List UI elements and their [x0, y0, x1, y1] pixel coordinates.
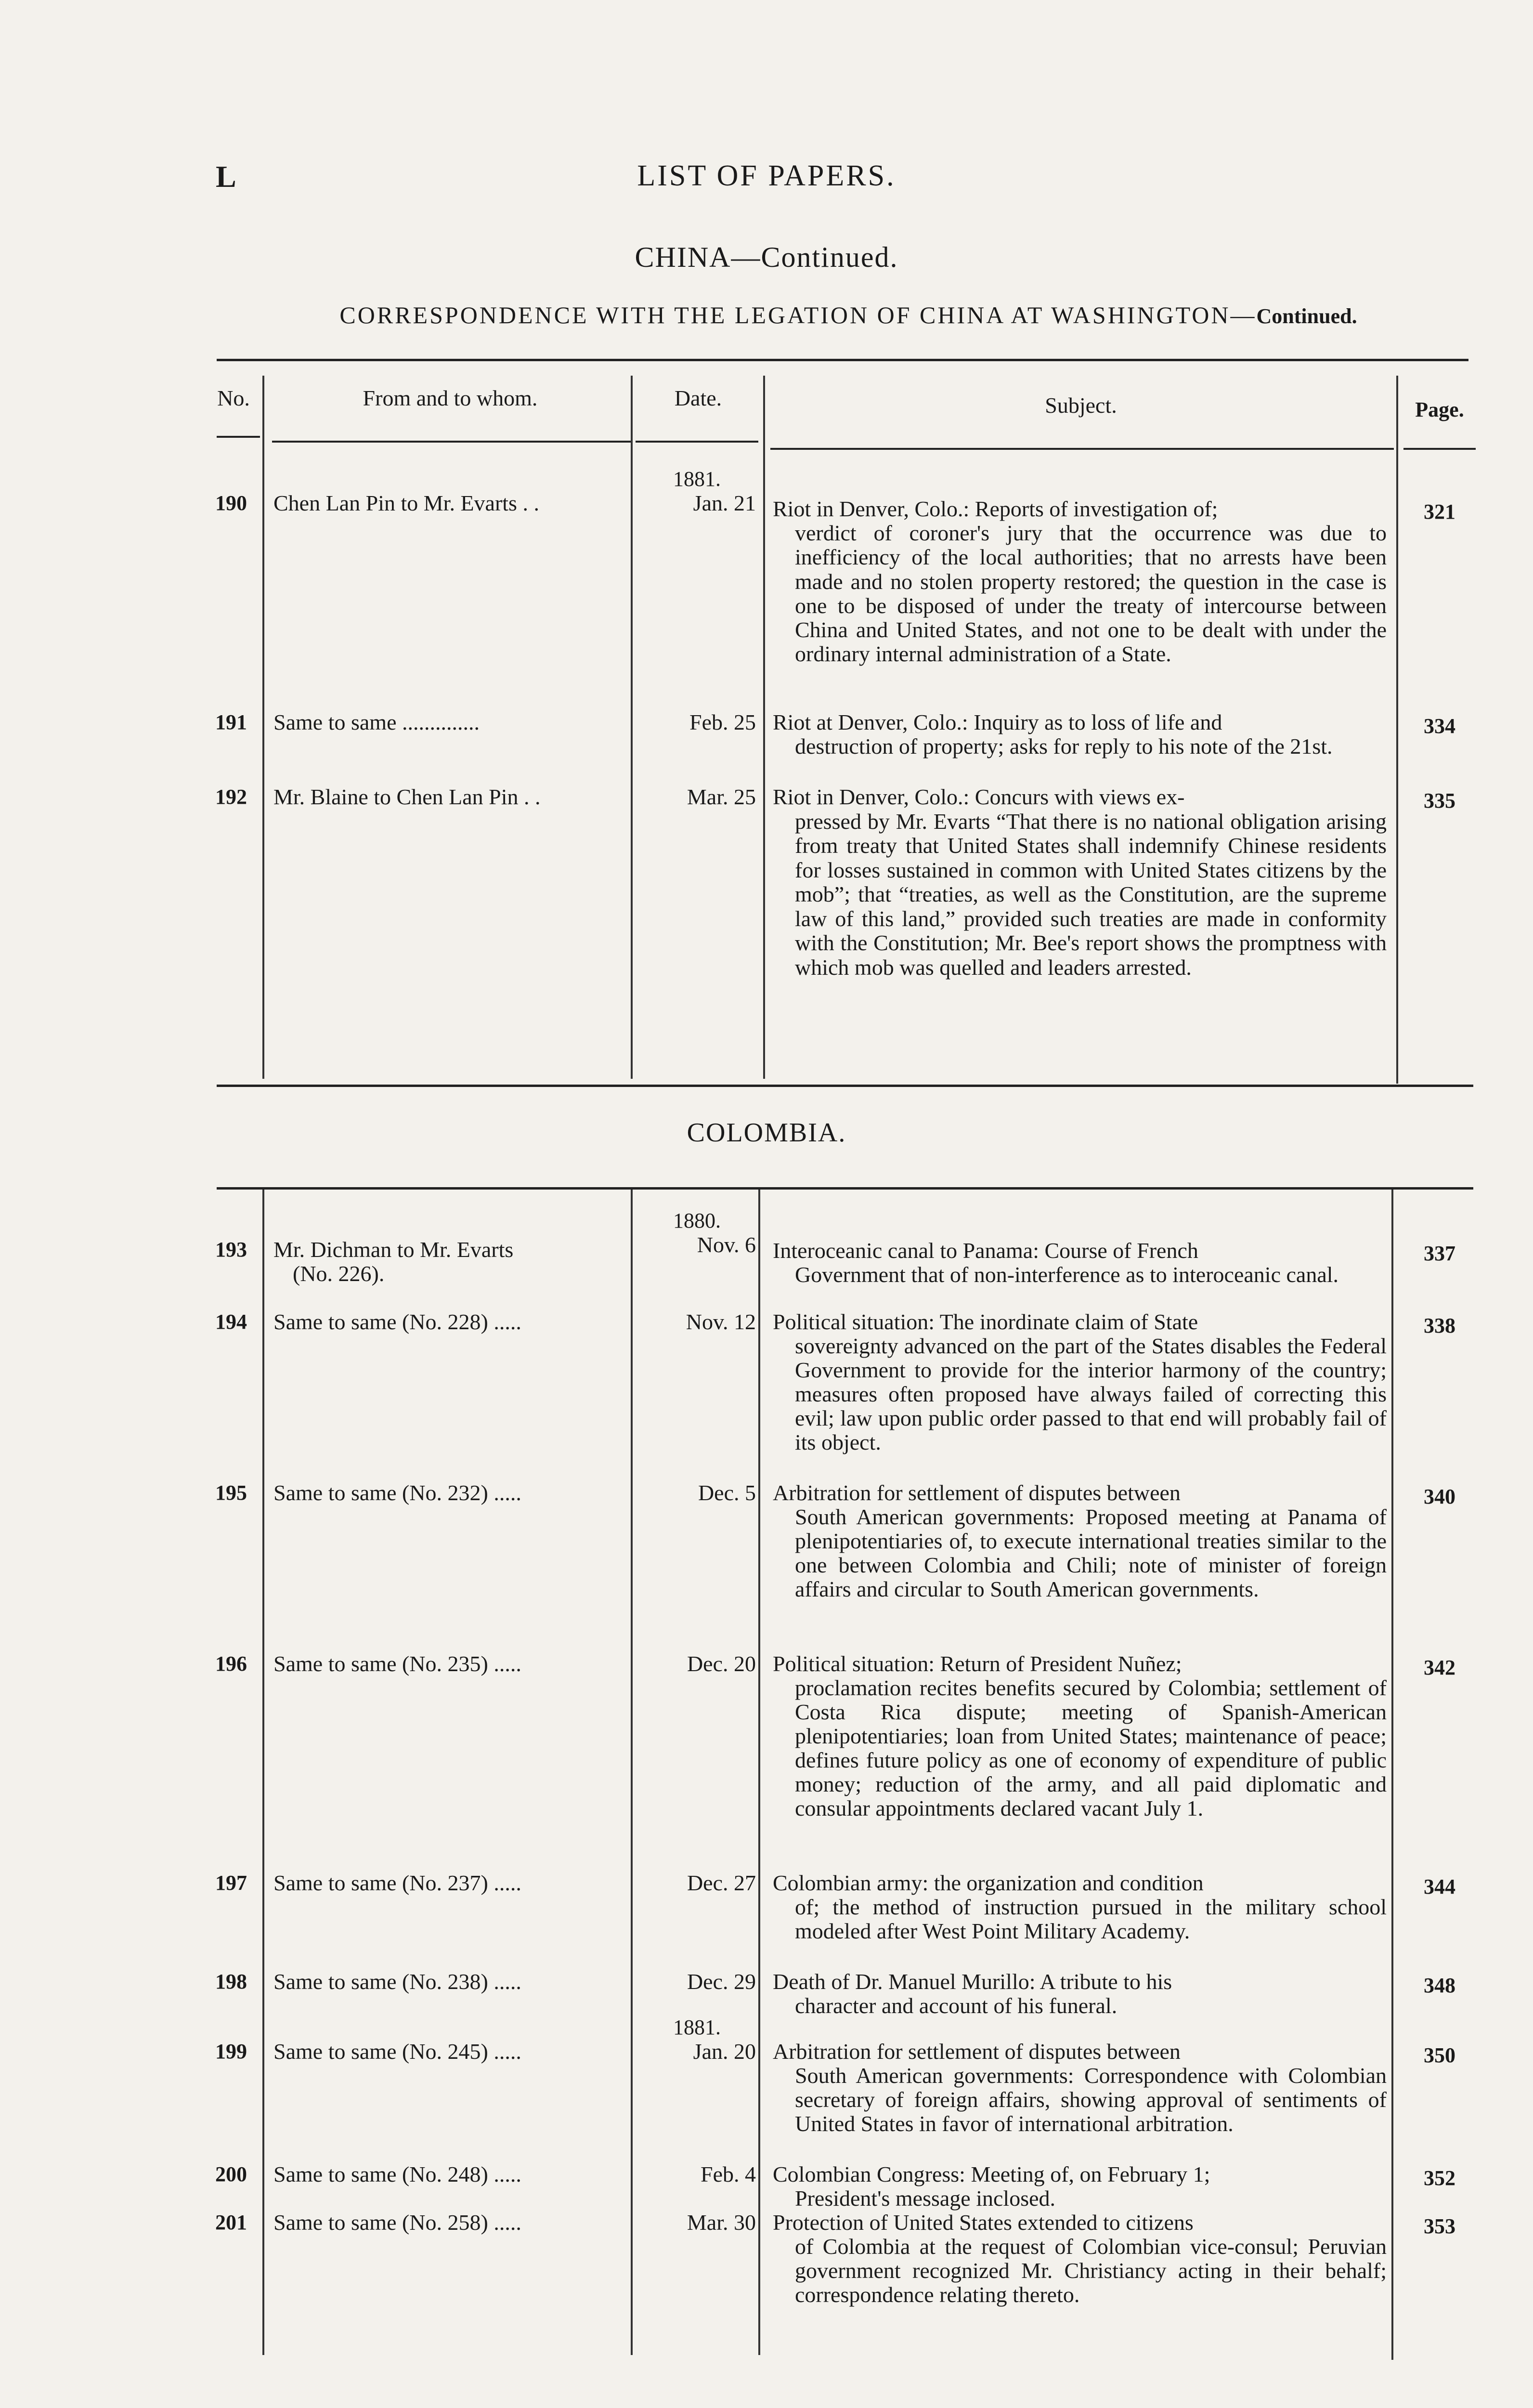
column-header-no: No. [217, 386, 250, 410]
row-year: 1880. [673, 1209, 721, 1232]
row-correspondents: Same to same (No. 228) ..... [273, 1309, 521, 1334]
row-subject [773, 785, 1387, 980]
row-number: 197 [215, 1871, 247, 1895]
header-underline-date [636, 441, 758, 443]
row-subject [773, 1970, 1387, 2018]
row-correspondents [273, 1238, 630, 1286]
row-subject [773, 1239, 1387, 1287]
row-page: 340 [1424, 1485, 1455, 1508]
row-day: Jan. 20 [693, 2039, 756, 2064]
row-day: Nov. 6 [697, 1232, 756, 1257]
column-header-subject: Subject. [1045, 393, 1117, 418]
row-page: 352 [1424, 2166, 1455, 2190]
header-underline-page [1403, 448, 1476, 450]
correspondence-title [232, 301, 1465, 329]
column-header-page: Page. [1415, 398, 1464, 421]
subject-first-line: Interoceanic canal to Panama: Course of French [773, 1238, 1198, 1263]
column-rule-4 [1396, 376, 1398, 1084]
column-header-date: Date. [674, 386, 722, 410]
table-top-rule [217, 359, 1468, 361]
row-subject [773, 2211, 1387, 2307]
row-subject [773, 2162, 1387, 2211]
row-page: 334 [1424, 714, 1455, 738]
row-number: 195 [215, 1481, 247, 1505]
subject-continuation: South American governments: Proposed meeting at Panama of plenipotentiaries of, to execute international treaties similar to the one between Colombia and Chili; note of minister of foreign affairs and circular to South American governments. [795, 1505, 1387, 1601]
row-date: Feb. 25 [689, 710, 756, 734]
row-number: 200 [215, 2162, 247, 2186]
row-page: 350 [1424, 2043, 1455, 2067]
subject-first-line: Riot in Denver, Colo.: Concurs with views ex- [773, 785, 1185, 809]
row-subject [773, 1652, 1387, 1820]
row-date: Mar. 30 [687, 2210, 756, 2235]
column-rule-3 [758, 1190, 760, 2355]
row-date: Dec. 27 [687, 1871, 756, 1895]
row-date: Dec. 5 [698, 1480, 756, 1505]
subject-first-line: Arbitration for settlement of disputes between [773, 2039, 1181, 2064]
row-date: Mar. 25 [687, 785, 756, 809]
row-page: 342 [1424, 1656, 1455, 1679]
row-subject [773, 710, 1387, 759]
page-number: L [216, 159, 236, 194]
row-page: 335 [1424, 789, 1455, 812]
subject-first-line: Political situation: Return of President Nuñez; [773, 1651, 1182, 1676]
row-subject [773, 1310, 1387, 1454]
subject-continuation: President's message inclosed. [795, 2186, 1056, 2211]
row-date [638, 1209, 756, 1257]
subject-continuation: Government that of non-interference as to interoceanic canal. [795, 1262, 1339, 1287]
subject-continuation: pressed by Mr. Evarts “That there is no national obligation arising from treaty that United States shall indemnify Chinese residents for losses sustained in common with United States citizens by the mob”; that “treaties, as well as the Constitution, are the supreme law of this land,” provided such treaties are made in conformity with the Constitution; Mr. Bee's report shows the promptness with which mob was quelled and leaders arrested. [795, 809, 1387, 980]
row-year: 1881. [673, 467, 721, 491]
subject-first-line: Riot at Denver, Colo.: Inquiry as to loss of life and [773, 710, 1222, 734]
subject-continuation: proclamation recites benefits secured by Colombia; settlement of Costa Rica dispute; meeting of Spanish-American plenipotentiaries; loan from United States; maintenance of peace; defines future policy as one of economy of expenditure of public money; reduction of the army, and all paid diplomatic and consular appointments declared vacant July 1. [795, 1675, 1387, 1820]
column-rule-2 [631, 376, 633, 1079]
row-correspondents: Same to same (No. 238) ..... [273, 1969, 521, 1994]
correspondence-title-main: CORRESPONDENCE WITH THE LEGATION OF CHINA AT WASHINGTON— [339, 301, 1257, 328]
subject-first-line: Riot in Denver, Colo.: Reports of investigation of; [773, 497, 1218, 521]
section-title-colombia: COLOMBIA. [687, 1118, 846, 1148]
subject-continuation: character and account of his funeral. [795, 1993, 1117, 2018]
subject-first-line: Political situation: The inordinate claim of State [773, 1309, 1198, 1334]
subject-continuation: of Colombia at the request of Colombian vice-consul; Peruvian government recognized Mr. Christiancy acting in their behalf; correspondence relating thereto. [795, 2234, 1387, 2307]
row-number: 193 [215, 1238, 247, 1261]
row-number: 191 [215, 710, 247, 734]
row-subject [773, 497, 1387, 666]
row-number: 198 [215, 1970, 247, 1993]
row-page: 321 [1424, 500, 1455, 523]
row-year: 1881. [673, 2015, 721, 2039]
correspondents-line: Mr. Dichman to Mr. Evarts [273, 1237, 514, 1262]
row-page: 348 [1424, 1974, 1455, 1997]
header-underline-no [217, 436, 260, 438]
header-underline-subject [770, 448, 1394, 450]
row-correspondents: Same to same (No. 232) ..... [273, 1480, 521, 1505]
row-page: 338 [1424, 1314, 1455, 1337]
subject-continuation: verdict of coroner's jury that the occurrence was due to inefficiency of the local authorities; that no arrests have been made and no stolen property restored; the question in the case is one to be disposed of under the treaty of intercourse between China and United States, and not one to be dealt with under the ordinary internal administration of a State. [795, 521, 1387, 667]
row-date: Dec. 29 [687, 1969, 756, 1994]
running-title: LIST OF PAPERS. [637, 159, 896, 192]
row-date: Feb. 4 [701, 2162, 756, 2186]
header-underline-from [272, 441, 631, 443]
row-correspondents: Chen Lan Pin to Mr. Evarts . . [273, 491, 539, 515]
column-rule-1 [262, 376, 264, 1079]
correspondence-title-continued: Continued. [1256, 304, 1357, 328]
row-page: 344 [1424, 1875, 1455, 1898]
subject-first-line: Colombian Congress: Meeting of, on February 1; [773, 2162, 1210, 2186]
column-rule-4 [1391, 1190, 1393, 2360]
row-number: 194 [215, 1310, 247, 1334]
row-correspondents: Same to same (No. 245) ..... [273, 2039, 521, 2064]
row-correspondents: Same to same (No. 248) ..... [273, 2162, 521, 2186]
subject-first-line: Death of Dr. Manuel Murillo: A tribute to his [773, 1969, 1172, 1994]
row-date: Dec. 20 [687, 1651, 756, 1676]
row-subject [773, 1871, 1387, 1943]
subject-continuation: of; the method of instruction pursued in the military school modeled after West Point Military Academy. [795, 1895, 1387, 1943]
row-number: 199 [215, 2040, 247, 2063]
column-rule-2 [631, 1190, 633, 2355]
colombia-table-top-rule [217, 1187, 1473, 1190]
row-subject [773, 1481, 1387, 1601]
column-rule-3 [763, 376, 765, 1079]
row-correspondents: Same to same (No. 237) ..... [273, 1871, 521, 1895]
subject-continuation: South American governments: Correspondence with Colombian secretary of foreign affairs, showing approval of sentiments of United States in favor of international arbitration. [795, 2063, 1387, 2136]
row-number: 192 [215, 785, 247, 809]
column-header-from: From and to whom. [363, 386, 538, 410]
row-page: 337 [1424, 1242, 1455, 1265]
row-subject [773, 2040, 1387, 2136]
row-date [638, 2015, 756, 2064]
subject-first-line: Colombian army: the organization and condition [773, 1871, 1204, 1895]
row-correspondents: Same to same .............. [273, 710, 480, 734]
subject-first-line: Arbitration for settlement of disputes between [773, 1480, 1181, 1505]
row-correspondents: Same to same (No. 235) ..... [273, 1651, 521, 1676]
row-date: Nov. 12 [686, 1309, 756, 1334]
correspondents-subline: (No. 226). [293, 1261, 385, 1286]
row-correspondents: Mr. Blaine to Chen Lan Pin . . [273, 785, 541, 809]
row-number: 196 [215, 1652, 247, 1675]
subject-continuation: destruction of property; asks for reply to his note of the 21st. [795, 734, 1333, 759]
column-rule-1 [262, 1190, 264, 2355]
subject-continuation: sovereignty advanced on the part of the States disables the Federal Government to provide for the interior harmony of the country; measures often proposed have always failed of correcting this evil; law upon public order passed to that end will probably fail of its object. [795, 1334, 1387, 1454]
row-page: 353 [1424, 2214, 1455, 2238]
row-day: Jan. 21 [693, 491, 756, 515]
china-table-bottom-rule [217, 1085, 1473, 1087]
row-number: 190 [215, 491, 247, 515]
row-date [638, 467, 756, 515]
section-title-china: CHINA—Continued. [635, 241, 898, 273]
row-number: 201 [215, 2211, 247, 2234]
subject-first-line: Protection of United States extended to citizens [773, 2210, 1194, 2235]
row-correspondents: Same to same (No. 258) ..... [273, 2210, 521, 2235]
